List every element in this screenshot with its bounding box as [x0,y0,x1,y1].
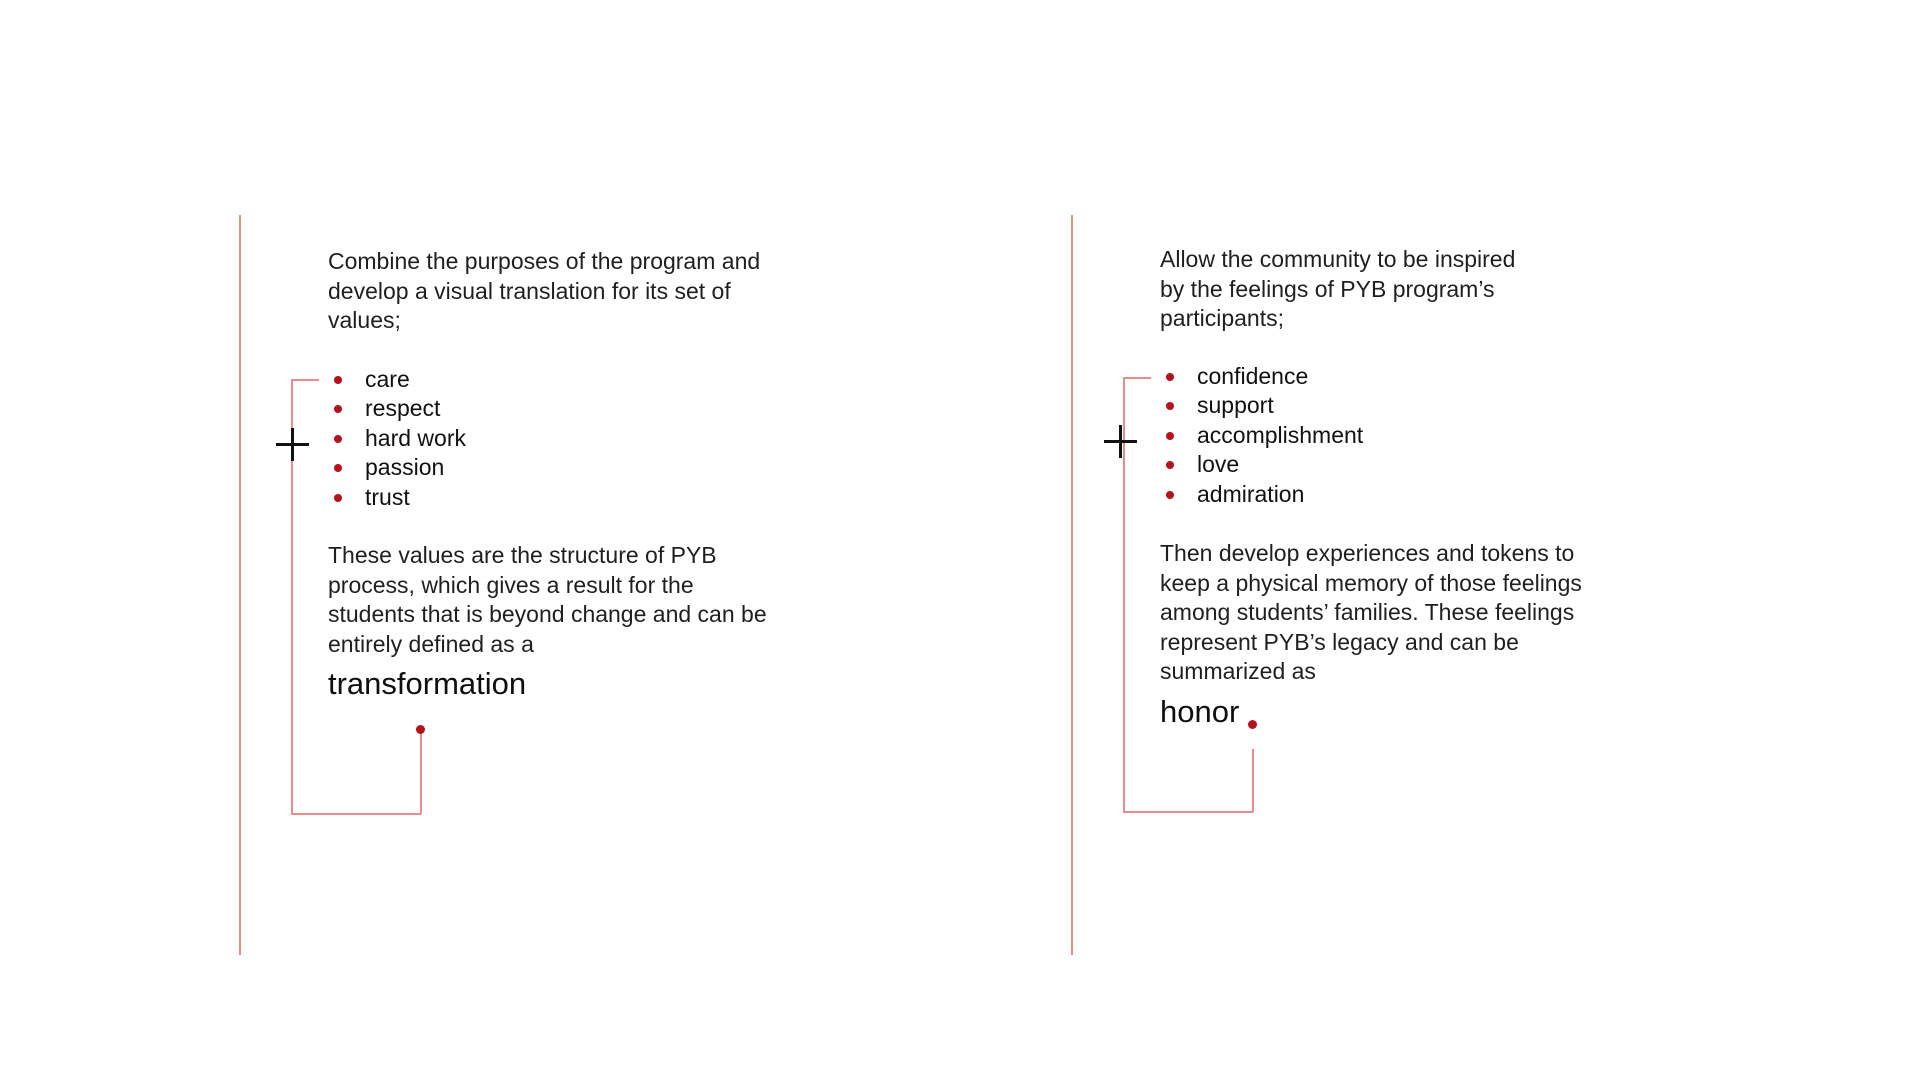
value-label: care [365,366,410,392]
list-item [1161,421,1363,450]
right-column-rule [1071,215,1073,955]
list-item [329,424,466,453]
left-values-list [329,365,466,512]
list-item [329,394,466,423]
bullet-dot [1166,491,1174,499]
left-column-rule [239,215,241,955]
left-keyword-dot [416,725,425,734]
right-bracket-top [1123,377,1151,379]
bullet-dot [1166,373,1174,381]
list-item [1161,480,1363,509]
value-label: passion [365,454,445,481]
left-bracket-bottom [291,813,421,815]
right-keyword: honor [1160,694,1240,729]
list-item [329,365,466,394]
list-item [1161,391,1363,420]
left-intro-text: Combine the purposes of the program and develop a visual translation for its set of values; [328,248,761,333]
bullet-dot [334,405,342,413]
bullet-dot [334,464,342,472]
value-label: hard work [365,424,466,451]
bullet-dot [1166,432,1174,440]
value-label: love [1197,451,1240,478]
bullet-dot [334,435,342,443]
left-plus-icon [276,428,309,461]
right-values-list [1161,362,1363,509]
value-label: admiration [1197,480,1305,507]
right-bracket-bottom [1123,811,1253,813]
left-bracket-top [291,379,319,381]
left-bracket-riser [420,733,422,814]
left-keyword: transformation [328,666,527,701]
right-plus-icon [1104,425,1137,458]
list-item [1161,450,1363,479]
right-bracket-riser [1252,749,1254,812]
list-item [329,453,466,482]
value-label: trust [365,483,410,510]
value-label: support [1197,392,1274,419]
value-label: confidence [1197,363,1309,389]
value-label: accomplishment [1197,421,1364,448]
left-body-text: These values are the structure of PYB process, which gives a result for the students that is beyond change and can be entirely defined as a [328,542,767,657]
bullet-dot [1166,402,1174,410]
bullet-dot [334,494,342,502]
right-intro-text: Allow the community to be inspired by the feelings of PYB program’s participants; [1160,246,1516,331]
right-body-text: Then develop experiences and tokens to keep a physical memory of those feelings among students’ families. These feelings represent PYB’s legacy and can be summarized as [1160,540,1582,684]
bullet-dot [334,376,342,384]
list-item [1161,362,1363,391]
right-keyword-dot [1248,720,1257,729]
value-label: respect [365,395,441,422]
list-item [329,483,466,512]
bullet-dot [1166,461,1174,469]
